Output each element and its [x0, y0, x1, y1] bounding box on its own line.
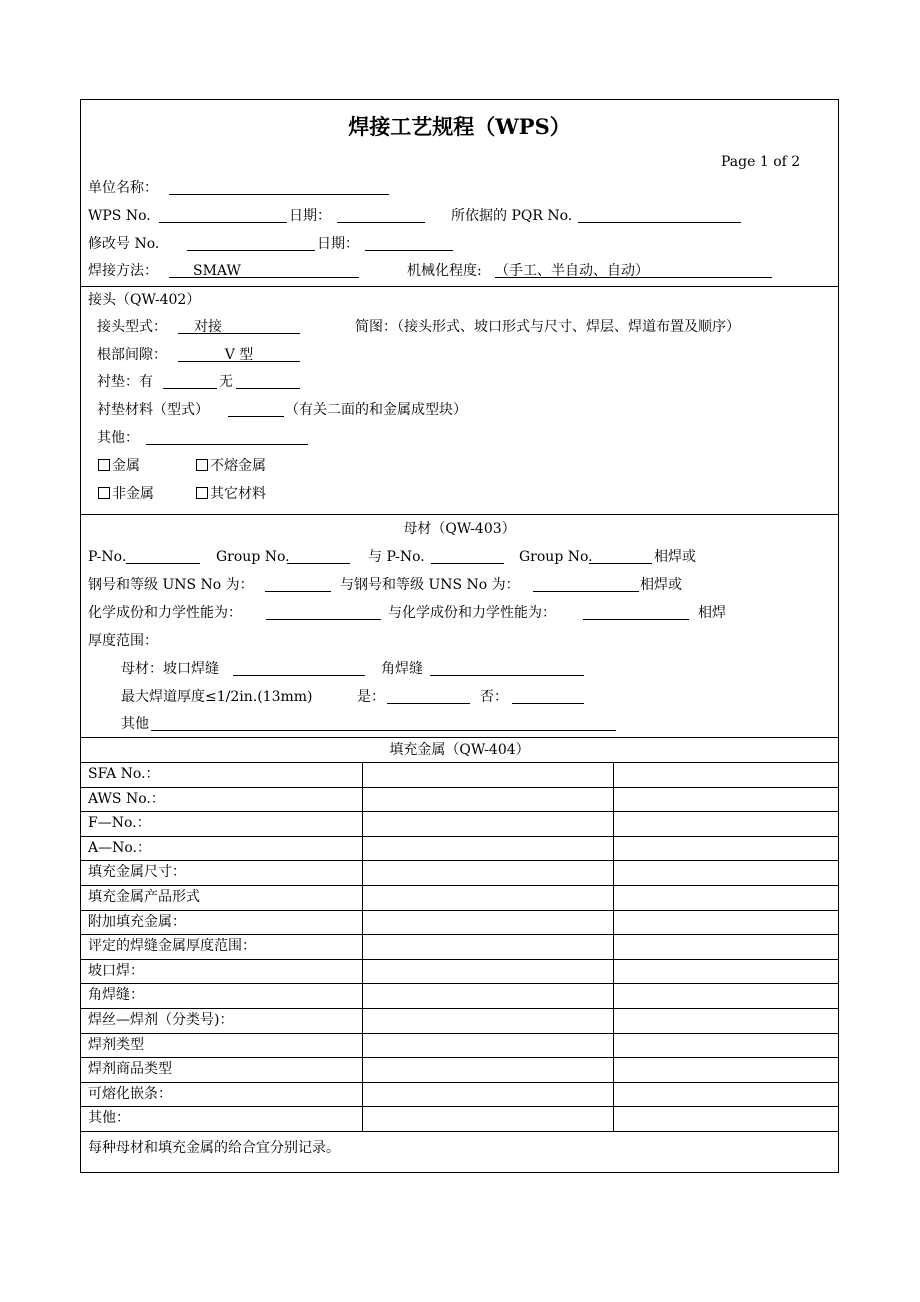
chem-props-with-label: 与化学成份和力学性能为：: [388, 605, 556, 621]
filler-value-cell-1[interactable]: [363, 811, 614, 836]
option-nonfusing-metal[interactable]: [196, 457, 266, 475]
filler-value-cell-1[interactable]: [363, 885, 614, 910]
no-label: 否：: [480, 689, 508, 705]
option-metal[interactable]: [98, 457, 140, 475]
filler-row-label: 焊丝—焊剂（分类号)：: [88, 1012, 234, 1028]
mechanization-value: （手工、半自动、自动）: [495, 263, 649, 279]
option-other-label: 其它材料: [210, 486, 266, 502]
filler-row-label: 坡口焊：: [88, 962, 144, 979]
backing-material-label: 衬垫材料（型式）: [97, 402, 209, 418]
filler-value-cell-2[interactable]: [614, 1082, 839, 1107]
backing-no-label: 无: [219, 374, 233, 390]
filler-value-cell-2[interactable]: [614, 934, 839, 959]
pno-field[interactable]: [126, 548, 200, 564]
pno-label: P-No.: [88, 549, 127, 565]
wps-no-field[interactable]: [159, 207, 287, 223]
wps-date-field[interactable]: [337, 207, 425, 223]
weld-with-text: 相焊或: [654, 549, 696, 565]
group-no-label: Group No.: [216, 549, 290, 565]
steel-grade-label: 钢号和等级 UNS No 为：: [88, 577, 254, 593]
filler-value-cell-1[interactable]: [363, 1057, 614, 1082]
filler-row-label: AWS No.：: [88, 790, 165, 807]
filler-value-cell-1[interactable]: [363, 910, 614, 935]
filler-value-cell-1[interactable]: [363, 836, 614, 861]
joint-other-label: 其他：: [97, 430, 139, 446]
filler-row-label: 焊剂商品类型: [88, 1061, 172, 1078]
filler-row-label: 填充金属尺寸：: [88, 864, 186, 881]
weld-with-text-2: 相焊或: [640, 577, 682, 593]
weld-end-text: 相焊: [698, 605, 726, 621]
group-no2-label: Group No.: [519, 549, 593, 565]
pqr-no-field[interactable]: [578, 207, 741, 223]
filler-value-cell-1[interactable]: [363, 1082, 614, 1107]
filler-value-cell-2[interactable]: [614, 1057, 839, 1082]
filler-footer-note: 每种母材和填充金属的给合宜分别记录。: [88, 1140, 340, 1156]
filler-value-cell-1[interactable]: [363, 1033, 614, 1058]
option-other-material[interactable]: [196, 485, 266, 503]
page-title: 焊接工艺规程（WPS）: [348, 114, 571, 139]
base-other-field[interactable]: [151, 715, 616, 731]
fillet-weld-label: 角焊缝: [381, 661, 423, 677]
checkbox-icon[interactable]: [196, 487, 208, 499]
welding-process-label: 焊接方法：: [88, 263, 158, 279]
chem-props2-field[interactable]: [583, 604, 689, 620]
page-number: Page 1 of 2: [721, 154, 801, 170]
group-no2-field[interactable]: [589, 548, 652, 564]
filler-row-label: 评定的焊缝金属厚度范围：: [88, 938, 256, 955]
checkbox-icon[interactable]: [98, 459, 110, 471]
mechanization-field[interactable]: [495, 262, 772, 278]
filler-row-label: 焊剂类型: [88, 1036, 144, 1053]
org-name-label: 单位名称：: [88, 180, 158, 196]
base-other-label: 其他: [121, 716, 149, 732]
joint-type-field[interactable]: [178, 318, 300, 334]
backing-material-note: （有关二面的和金属成型块）: [285, 402, 467, 418]
pno2-field[interactable]: [431, 548, 504, 564]
filler-value-cell-2[interactable]: [614, 762, 839, 787]
filler-value-cell-1[interactable]: [363, 762, 614, 787]
filler-value-cell-2[interactable]: [614, 836, 839, 861]
filler-value-cell-2[interactable]: [614, 983, 839, 1008]
thickness-range-label: 厚度范围：: [88, 633, 158, 649]
filler-row-label: F—No.：: [88, 815, 151, 832]
with-pno-label: 与 P-No.: [368, 549, 425, 565]
filler-value-cell-1[interactable]: [363, 983, 614, 1008]
filler-value-cell-1[interactable]: [363, 787, 614, 812]
root-gap-label: 根部间隙：: [97, 347, 167, 363]
filler-row-label: 附加填充金属：: [88, 913, 186, 930]
filler-value-cell-1[interactable]: [363, 1008, 614, 1033]
checkbox-icon[interactable]: [98, 487, 110, 499]
filler-value-cell-2[interactable]: [614, 910, 839, 935]
filler-value-cell-1[interactable]: [363, 1106, 614, 1131]
filler-row-label: 可熔化嵌条：: [88, 1085, 172, 1102]
chem-props-label: 化学成份和力学性能为：: [88, 605, 242, 621]
wps-date-label: 日期：: [289, 208, 331, 224]
revision-date-field[interactable]: [365, 235, 453, 251]
joint-section-title: 接头（QW-402）: [88, 292, 201, 308]
yes-field[interactable]: [387, 688, 470, 704]
filler-row-label: SFA No.：: [88, 766, 160, 782]
filler-value-cell-2[interactable]: [614, 1008, 839, 1033]
revision-date-label: 日期：: [317, 236, 359, 252]
yes-label: 是：: [357, 689, 385, 705]
table-column-divider: [362, 762, 363, 1131]
filler-row-label: 其他：: [88, 1110, 130, 1127]
root-gap-field[interactable]: [178, 346, 300, 362]
filler-value-cell-2[interactable]: [614, 787, 839, 812]
option-nonmetal-label: 非金属: [112, 486, 154, 502]
steel-grade2-field[interactable]: [533, 576, 639, 592]
backing-yes-field[interactable]: [163, 373, 217, 389]
base-groove-field[interactable]: [233, 660, 365, 676]
backing-material-field[interactable]: [228, 401, 284, 417]
joint-type-label: 接头型式：: [97, 319, 167, 335]
base-metal-section-title: 母材（QW-403）: [403, 521, 516, 537]
joint-type-value: 对接: [194, 319, 222, 335]
org-name-field[interactable]: [169, 179, 389, 195]
option-nonfusing-label: 不熔金属: [210, 458, 266, 474]
wps-form: [80, 99, 839, 1173]
backing-no-field[interactable]: [236, 373, 300, 389]
filler-value-cell-2[interactable]: [614, 959, 839, 984]
no-field[interactable]: [512, 688, 584, 704]
steel-grade-field[interactable]: [265, 576, 331, 592]
sketch-label: 简图：（接头形式、坡口形式与尺寸、焊层、焊道布置及顺序）: [355, 319, 740, 335]
welding-process-field[interactable]: [169, 262, 359, 278]
joint-other-field[interactable]: [146, 429, 308, 445]
filler-row-label: 填充金属产品形式: [88, 889, 200, 905]
filler-value-cell-1[interactable]: [363, 860, 614, 885]
filler-value-cell-2[interactable]: [614, 885, 839, 910]
revision-field[interactable]: [187, 235, 315, 251]
chem-props-field[interactable]: [266, 604, 381, 620]
steel-grade-with-label: 与钢号和等级 UNS No 为：: [340, 577, 520, 593]
group-no-field[interactable]: [287, 548, 350, 564]
checkbox-icon[interactable]: [196, 459, 208, 471]
filler-value-cell-2[interactable]: [614, 811, 839, 836]
filler-value-cell-2[interactable]: [614, 860, 839, 885]
max-pass-label: 最大焊道厚度≤1/2in.(13mm): [121, 689, 313, 705]
fillet-weld-field[interactable]: [430, 660, 584, 676]
filler-row-label: 角焊缝：: [88, 987, 144, 1004]
table-column-divider: [613, 762, 614, 1131]
option-metal-label: 金属: [112, 458, 140, 474]
welding-process-value: SMAW: [193, 263, 241, 279]
wps-no-label: WPS No.: [88, 208, 151, 224]
filler-section-title: 填充金属（QW-404）: [389, 742, 530, 758]
filler-value-cell-2[interactable]: [614, 1033, 839, 1058]
filler-value-cell-2[interactable]: [614, 1106, 839, 1131]
revision-label: 修改号 No.: [88, 236, 160, 252]
filler-value-cell-1[interactable]: [363, 934, 614, 959]
filler-value-cell-1[interactable]: [363, 959, 614, 984]
mechanization-label: 机械化程度:: [407, 263, 482, 279]
base-groove-label: 母材：坡口焊缝: [121, 661, 219, 677]
backing-yes-label: 衬垫：有: [97, 374, 153, 390]
root-gap-value: V 型: [224, 347, 254, 363]
option-nonmetal[interactable]: [98, 485, 154, 503]
pqr-no-label: 所依据的 PQR No.: [451, 208, 573, 224]
filler-row-label: A—No.：: [88, 839, 151, 856]
